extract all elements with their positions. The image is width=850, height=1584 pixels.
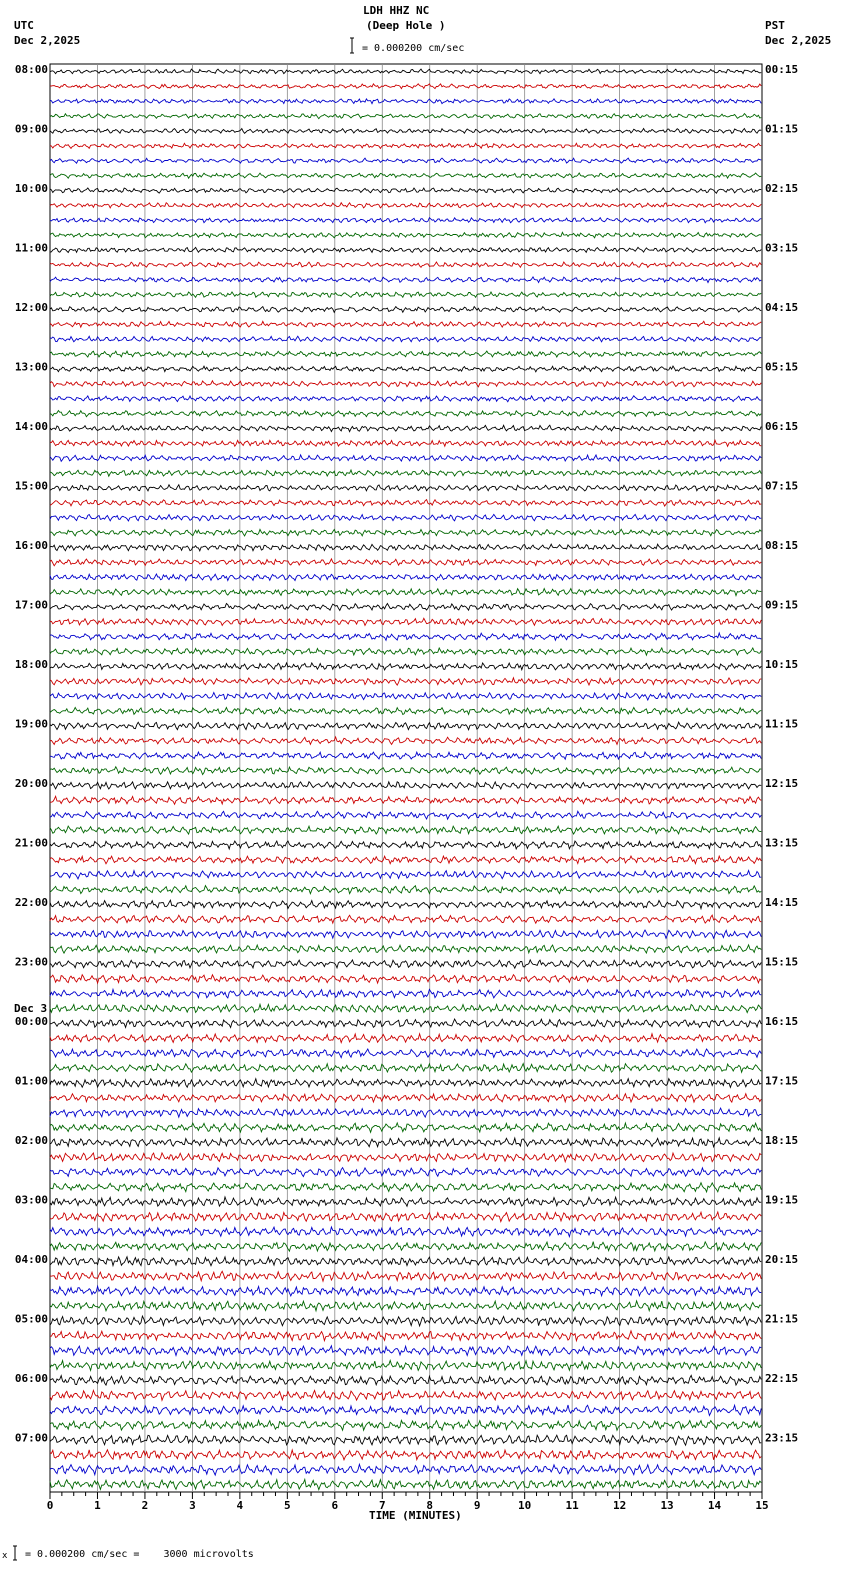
x-tick-label: 12 [612,1499,627,1512]
trace-line [50,514,761,521]
x-tick-label: 13 [660,1499,674,1512]
pst-hour-label: 02:15 [765,182,799,195]
scale-label: = 0.000200 cm/sec [362,43,465,54]
trace-line [50,203,761,208]
x-tick-label: 10 [518,1499,532,1512]
trace-line [50,99,761,104]
footer-scale-label: = 0.000200 cm/sec = 3000 microvolts [25,1549,254,1560]
trace-line [50,336,761,342]
trace-line [50,1049,761,1058]
trace-line [50,1034,761,1043]
pst-hour-label: 04:15 [765,301,799,314]
pst-hour-label: 12:15 [765,777,799,790]
pst-hour-label: 18:15 [765,1134,799,1147]
trace-line [50,574,761,581]
x-tick-label: 8 [426,1499,434,1512]
trace-line [50,247,761,252]
trace-line [50,1183,761,1192]
pst-label: PST [765,19,785,32]
trace-line [50,1271,761,1281]
trace-line [50,693,761,701]
trace-line [50,930,761,938]
trace-line [50,796,761,804]
trace-line [50,218,761,223]
utc-hour-label: 03:00 [14,1193,48,1207]
site-subtitle: (Deep Hole ) [366,19,446,32]
trace-line [50,1138,761,1147]
footer-mark: x [2,1551,8,1561]
trace-line [50,1479,761,1489]
utc-hour-label: 02:00 [14,1134,48,1147]
trace-line [50,277,761,283]
x-tick-label: 4 [236,1499,244,1512]
utc-hour-label: 18:00 [14,658,48,671]
pst-hour-label: 22:15 [765,1372,799,1385]
trace-line [50,1390,761,1400]
x-tick-label: 2 [141,1499,149,1512]
trace-line [50,975,761,983]
trace-line [50,500,761,507]
utc-hour-label: 14:00 [14,420,48,433]
trace-line [50,589,761,596]
trace-line [50,618,761,625]
trace-line [50,262,761,267]
pst-hour-label: 17:15 [765,1074,799,1088]
trace-line [50,1316,761,1326]
trace-line [50,440,761,446]
trace-line [50,767,761,775]
x-tick-label: 11 [565,1499,579,1512]
trace-line [50,1197,761,1206]
pst-hour-label: 16:15 [765,1015,799,1028]
utc-hour-label: 06:00 [14,1372,48,1385]
trace-line [50,366,761,372]
pst-hour-label: 11:15 [765,717,799,731]
trace-line [50,737,761,745]
trace-line [50,485,761,491]
trace-line [50,826,761,834]
x-tick-label: 7 [378,1499,386,1512]
trace-line [50,1346,761,1356]
trace-line [50,188,761,193]
utc-hour-label: 08:00 [14,63,48,76]
trace-line [50,1464,761,1475]
pst-hour-label: 19:15 [765,1193,799,1207]
pst-hour-label: 21:15 [765,1312,799,1326]
trace-line [50,351,761,357]
trace-line [50,1301,761,1311]
trace-line [50,960,761,968]
pst-hour-label: 03:15 [765,241,799,255]
trace-line [50,1286,761,1296]
x-axis-label: TIME (MINUTES) [369,1509,462,1522]
station-title: LDH HHZ NC [363,4,430,17]
trace-line [50,1227,761,1237]
utc-label: UTC [14,19,34,32]
pst-hour-label: 01:15 [765,122,799,136]
utc-hour-label: 00:00 [14,1015,48,1028]
x-tick-label: 5 [284,1499,291,1512]
utc-hour-label: 20:00 [14,777,48,790]
utc-date: Dec 2,2025 [14,34,81,47]
trace-line [50,1123,761,1132]
utc-hour-label: 09:00 [14,122,48,136]
trace-line [50,425,761,431]
pst-hour-label: 20:15 [765,1253,799,1266]
trace-line [50,1168,761,1177]
trace-line [50,841,761,849]
x-tick-label: 3 [189,1499,196,1512]
trace-line [50,1064,761,1073]
utc-hour-label: 23:00 [14,955,48,969]
trace-line [50,648,761,655]
trace-line [50,84,761,89]
trace-line [50,129,761,134]
utc-hour-label: 12:00 [14,301,48,314]
trace-line [50,1405,761,1416]
x-tick-label: 14 [707,1499,722,1512]
trace-line [50,782,761,790]
trace-line [50,396,761,402]
pst-hour-label: 06:15 [765,420,799,433]
trace-line [50,411,761,417]
trace-line [50,321,761,327]
utc-hour-label: 16:00 [14,539,48,552]
trace-line [50,470,761,476]
x-tick-label: 15 [755,1499,769,1512]
utc-hour-label: 19:00 [14,717,48,731]
x-tick-label: 9 [473,1499,481,1512]
trace-line [50,663,761,670]
trace-line [50,529,761,536]
trace-line [50,114,761,119]
trace-line [50,989,761,998]
trace-line [50,1435,761,1445]
trace-line [50,1153,761,1162]
trace-line [50,678,761,685]
trace-line [50,292,761,297]
trace-line [50,900,761,908]
utc-hour-label: 21:00 [14,836,48,850]
trace-line [50,1375,761,1385]
day-change-label: Dec 3 [14,1002,48,1015]
trace-line [50,1257,761,1266]
utc-hour-label: 15:00 [14,479,48,493]
utc-hour-label: 05:00 [14,1312,48,1326]
pst-date: Dec 2,2025 [765,34,832,47]
trace-line [50,381,761,387]
trace-line [50,1094,761,1102]
trace-line [50,722,761,730]
trace-line [50,708,761,715]
trace-line [50,856,761,864]
trace-line [50,811,761,819]
pst-hour-label: 08:15 [765,539,799,552]
trace-line [50,143,761,148]
pst-hour-label: 10:15 [765,658,799,671]
trace-line [50,69,761,74]
trace-line [50,1361,761,1371]
utc-hour-label: 01:00 [14,1074,48,1088]
trace-line [50,1420,761,1430]
utc-hour-label: 22:00 [14,896,48,909]
trace-line [50,307,761,313]
utc-hour-label: 13:00 [14,360,48,374]
utc-hour-label: 10:00 [14,182,48,195]
pst-hour-label: 07:15 [765,479,799,493]
pst-hour-label: 23:15 [765,1431,799,1445]
trace-line [50,1331,761,1341]
trace-line [50,604,761,611]
pst-hour-label: 00:15 [765,63,799,76]
trace-line [50,544,761,551]
x-tick-label: 6 [331,1499,339,1512]
trace-line [50,871,761,879]
trace-line [50,1108,761,1117]
trace-line [50,915,761,923]
pst-hour-label: 09:15 [765,598,799,612]
trace-line [50,232,761,237]
x-tick-label: 1 [94,1499,101,1512]
trace-line [50,633,761,640]
utc-hour-label: 04:00 [14,1253,48,1266]
scale-bar-icon [350,38,354,53]
footer-scale-bar-icon [13,1546,17,1560]
utc-hour-label: 07:00 [14,1431,48,1445]
pst-hour-label: 05:15 [765,360,799,374]
pst-hour-label: 15:15 [765,955,799,969]
trace-line [50,1242,761,1252]
trace-line [50,1004,761,1012]
utc-hour-label: 17:00 [14,598,48,612]
trace-line [50,945,761,953]
utc-hour-label: 11:00 [14,241,48,255]
trace-line [50,455,761,461]
trace-line [50,1450,761,1460]
trace-line [50,752,761,759]
trace-line [50,1019,761,1028]
trace-line [50,173,761,178]
trace-line [50,158,761,163]
trace-line [50,559,761,566]
trace-line [50,1079,761,1088]
x-tick-label: 0 [46,1499,54,1512]
trace-line [50,886,761,894]
pst-hour-label: 13:15 [765,836,799,850]
pst-hour-label: 14:15 [765,896,799,909]
trace-line [50,1212,761,1222]
